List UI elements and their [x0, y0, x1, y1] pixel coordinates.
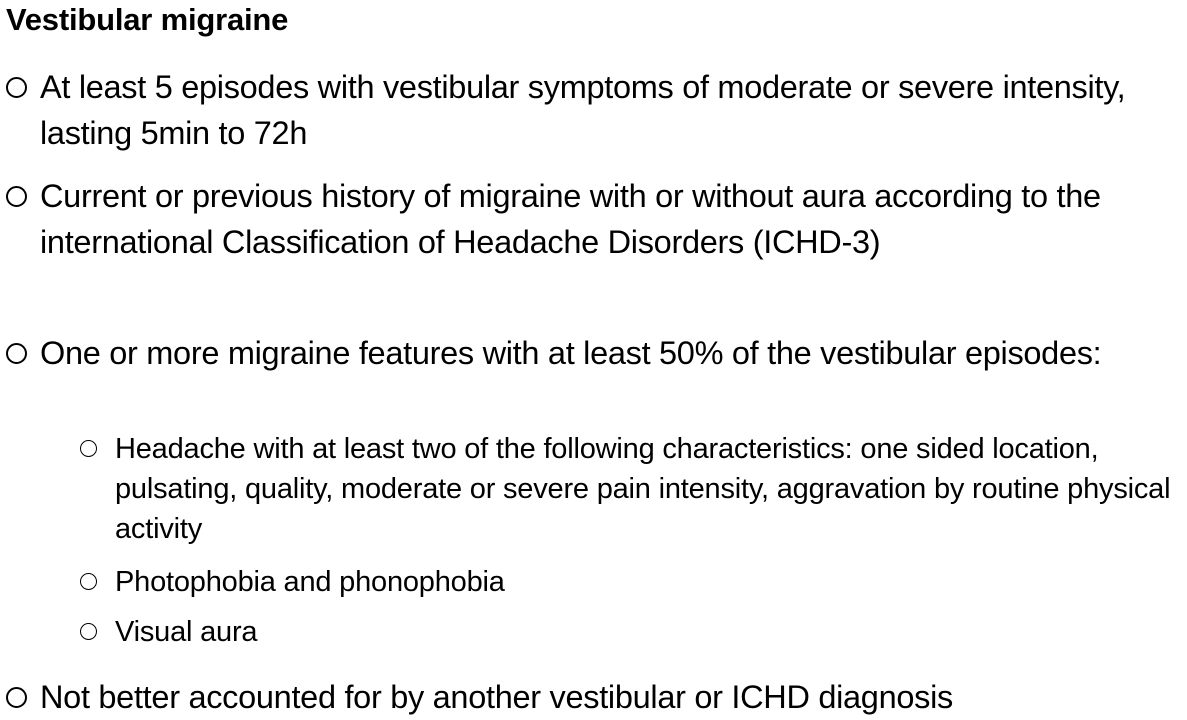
slide-title: Vestibular migraine [6, 2, 289, 37]
criterion-text: One or more migraine features with at least 50% of the vestibular episodes: [40, 335, 1102, 371]
hollow-circle-sub-bullet-icon [80, 440, 97, 457]
hollow-circle-bullet-icon [6, 186, 27, 207]
feature-text: Headache with at least two of the following characteristics: one sided location, pulsating, quality, moderate or severe pain intensity, aggravation by routine physical activity [115, 433, 1171, 545]
hollow-circle-sub-bullet-icon [80, 573, 97, 590]
criterion-text: At least 5 episodes with vestibular symptoms of moderate or severe intensity, lasting 5min to 72h [40, 69, 1126, 151]
criterion-item [0, 173, 1180, 265]
feature-text: Visual aura [115, 616, 258, 648]
hollow-circle-bullet-icon [6, 687, 27, 708]
criterion-item [0, 64, 1180, 156]
feature-item [0, 612, 1180, 652]
criterion-text: Not better accounted for by another vestibular or ICHD diagnosis [40, 679, 953, 715]
feature-item [0, 562, 1180, 602]
criterion-text: Current or previous history of migraine with or without aura according to the international Classification of Headache Disorders (ICHD-3) [40, 178, 1101, 260]
hollow-circle-bullet-icon [6, 77, 27, 98]
criterion-item [0, 330, 1180, 376]
feature-item [0, 429, 1180, 549]
feature-text: Photophobia and phonophobia [115, 566, 505, 598]
hollow-circle-bullet-icon [6, 343, 27, 364]
criterion-item [0, 674, 1180, 720]
hollow-circle-sub-bullet-icon [80, 623, 97, 640]
